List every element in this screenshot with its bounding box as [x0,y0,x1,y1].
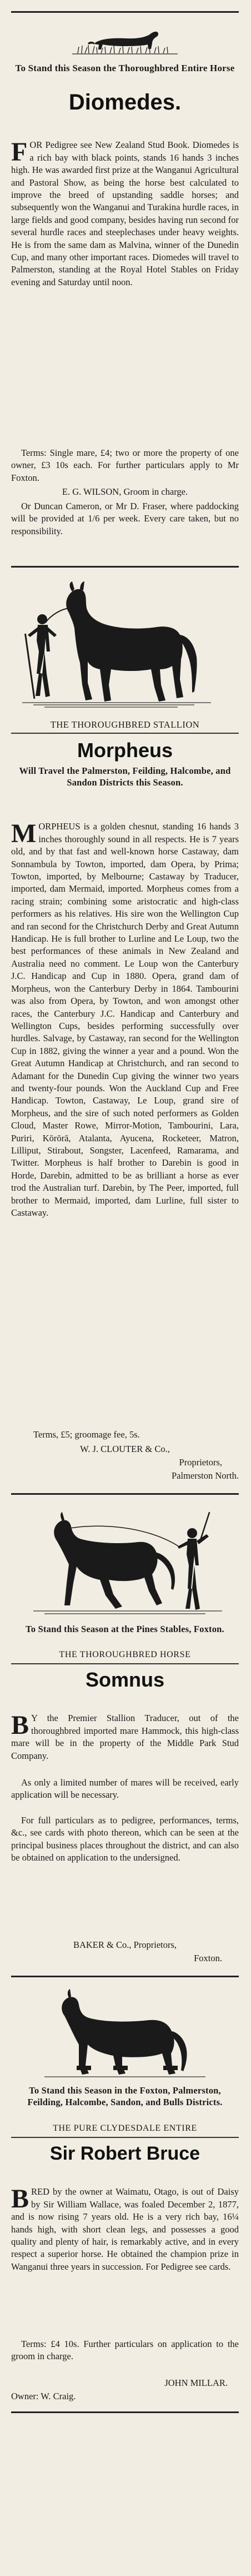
morpheus-travel: Will Travel the Palmerston, Feilding, Halcombe, and Sandon Districts this Season. [19,765,231,788]
diomedes-header: To Stand this Season the Thoroughbred Entire Horse [15,63,235,73]
morpheus-header: THE THOROUGHBRED STALLION [50,719,200,730]
section-rule [11,1976,239,1977]
somnus-description [11,1700,239,1762]
somnus-limited: As only a limited number of mares will be received, early application will be necessary. [11,1777,239,1801]
diomedes-terms: Terms: Single mare, £4; two or more the property of one owner, £3 10s each. For further particulars apply to Mr Foxton. [11,447,239,483]
bruce-owner: Owner: W. Craig. [11,2391,76,2401]
diomedes-groom: E. G. WILSON, Groom in charge. [62,486,188,497]
morpheus-owner-place: Palmerston North. [172,1470,239,1481]
somnus-header: To Stand this Season at the Pines Stables, Foxton. [26,1624,224,1634]
section-rule [11,1493,239,1495]
drop-cap: M [11,819,37,849]
title-rule [11,2137,239,2138]
morpheus-description [11,808,239,1219]
bruce-description [11,2174,239,2273]
drop-cap: F [11,137,28,167]
somnus-particulars: For full particulars as to pedigree, performances, terms, &c., see cards with photo thereon, which can be seen at the principal business places throughout the district, and can also be obtained on application to the undersigned. [11,1815,239,1863]
title-rule [11,733,239,734]
morpheus-body: ORPHEUS is a golden chesnut, standing 16 hands 3 inches thoroughly sound in all respects. He is 7 years old, and by that fast and well-known horse Castaway, dam Sonnambula by Towton, imported, dam Opera, by Prima; Towton, imported, by Melbourne; Castaway by Traducer, imported, dam Mermaid, imported. Morpheus comes from a racing strain; combining some aristocratic and high-class performers as his relatives. His sire won the Wellington Cup and ran second for the Christchurch Derby and Great Autumn Handicap. He is full brother to Lurline and Le Loup, two the best performances of these animals in New Zealand and Australia need no comment. Le Loup won the Canterbury J.C. Handicap and Cup in 1880. Opera, grand dam of Morpheus, won the Canterbury Derby in 1864. Tambourini was also from Opera, by Towton, and won amongst other races, the Canterbury J.C. Handicap and Canterbury and Wellington Cups, besides performing successfully over hurdles. Salvage, by Castaway, ran second for the Wellington Cup in 1882, giving the winner a year and a pound. Won the Great Autumn Handicap at Christchurch, and ran second to Adamant for the Dunedin Cup giving the winner two years and twenty-four pounds. Won the Auckland Cup and Free Handicap. Towton, Castaway, Le Loup, grand sire of Morpheus, and the sire of such noted performers as Golden Cloud, Master Rowe, Mirror-Motion, Tambourini, Lara, Puriri, Kōrōrā, Atalanta, Ayucena, Rocketeer, Matron, Lilliput, Stirabout, Songster, Lacenfeed, Ramarama, and Twitter. Morpheus is half brother to Darebin is good in Horde, Darebin, admitted to be as brilliant a horse as ever trod the Australian turf. Darebin, by The Peer, imported, full brother to Mermaid, imported, dam Lurline, full sister to Castaway. [11,821,239,1218]
somnus-subheader: THE THOROUGHBRED HORSE [59,1650,191,1659]
somnus-title: Somnus [85,1668,164,1691]
drop-cap: B [11,2184,29,2214]
horse-in-grass-icon [11,17,239,59]
somnus-body: Y the Premier Stallion Traducer, out of the thoroughbred imported mare Hammock, this high-class mare will be in the property of the Middle Park Stud Company. [11,1713,239,1761]
bruce-subheader: THE PURE CLYDESDALE ENTIRE [53,2124,197,2133]
diomedes-owners: Or Duncan Cameron, or Mr D. Fraser, where paddocking will be provided at 1/6 per week. Every care taken, but no responsibility. [11,501,239,536]
bruce-groom: JOHN MILLAR. [164,2378,228,2388]
somnus-owner-place: Foxton. [194,1953,222,1963]
draught-horse-illustration [11,1982,239,2080]
bruce-body: RED by the owner at Waimatu, Otago, is out of Daisy by Sir William Wallace, was foaled December 2, 1877, and is now rising 7 years old. He is a very rich bay, 16¼ hands high, with short clean legs, and possesses a good quality and plenty of hair, is remarkably active, and in every respect a superior horse. He obtained the champion prize in Wanganui three years in succession. For Pedigree see cards. [11,2186,239,2272]
horse-with-handler-illustration [11,574,239,714]
diomedes-body: OR Pedigree see New Zealand Stud Book. Diomedes is a rich bay with black points, stands 16 hands 3 inches high. He was awarded first prize at the Wanganui Agricultural and Pastoral Show, as being the horse best calculated to improve the breed of upstanding saddle horses; and subsequently won the Wanganui and Turakina hurdle races, in large fields and good company, besides having run second for several hurdle races and steeplechases under heavy weights. He is from the same dam as Malvina, winner of the Dunedin Cup, and many other important races. Diomedes will travel to Palmerston, standing at the Royal Hotel Stables on Friday evening and Saturday until noon. [11,140,239,287]
diomedes-title: Diomedes. [68,90,182,115]
morpheus-owner: W. J. CLOUTER & Co., [80,1444,170,1454]
morpheus-owner-role: Proprietors, [179,1457,222,1468]
drop-cap: B [11,1710,29,1740]
morpheus-title: Morpheus [77,739,173,762]
somnus-owner: BAKER & Co., Proprietors, [73,1940,177,1950]
galloping-horse-illustration [11,1500,239,1619]
bruce-header: To Stand this Season in the Foxton, Palmerston, Feilding, Halcombe, Sandon, and Bulls Districts. [27,2085,223,2107]
bruce-title: Sir Robert Bruce [49,2143,200,2164]
section-rule [11,566,239,568]
top-rule [11,11,239,13]
horse-with-handler-icon [11,574,239,714]
diomedes-description [11,127,239,289]
horse-grazing-illustration [11,17,239,59]
bruce-terms: Terms: £4 10s. Further particulars on application to the groom in charge. [11,2339,239,2362]
galloping-horse-icon [11,1500,239,1619]
title-rule [11,1663,239,1664]
bottom-rule [11,2411,239,2413]
heavy-draught-horse-icon [11,1982,239,2080]
morpheus-terms: Terms, £5; groomage fee, 5s. [33,1429,140,1440]
